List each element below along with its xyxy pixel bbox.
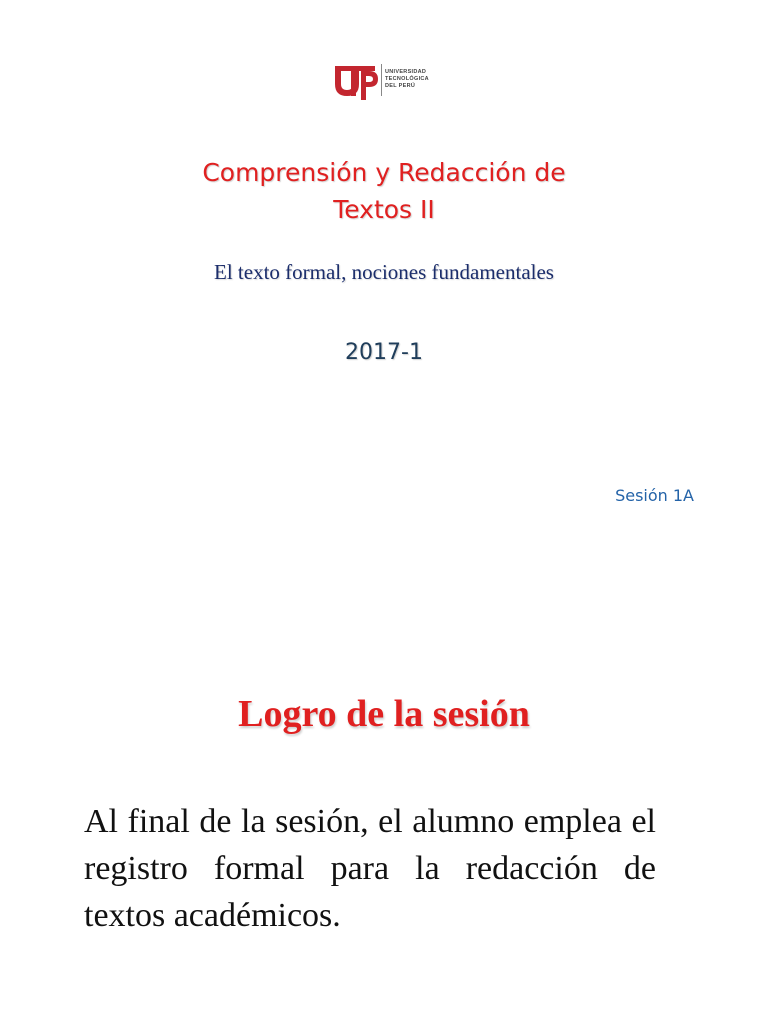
university-logo (331, 60, 443, 100)
achievement-body: Al final de la sesión, el alumno emplea el registro formal para la redacción de textos académicos. (84, 803, 656, 934)
achievement-heading: Logro de la sesión (238, 693, 530, 735)
course-title (0, 154, 768, 228)
logo-wordmark (385, 69, 429, 90)
logo-line-3: DEL PERÚ (385, 83, 416, 89)
course-title-line-2: Textos II (333, 195, 435, 224)
session-label: Sesión 1A (615, 486, 694, 505)
course-title-line-1: Comprensión y Redacción de (202, 158, 566, 187)
logo-line-2: TECNOLÓGICA (385, 76, 429, 82)
logo-line-1: UNIVERSIDAD (385, 69, 427, 75)
course-subtitle: El texto formal, nociones fundamentales (214, 260, 554, 284)
academic-period: 2017-1 (345, 340, 423, 365)
